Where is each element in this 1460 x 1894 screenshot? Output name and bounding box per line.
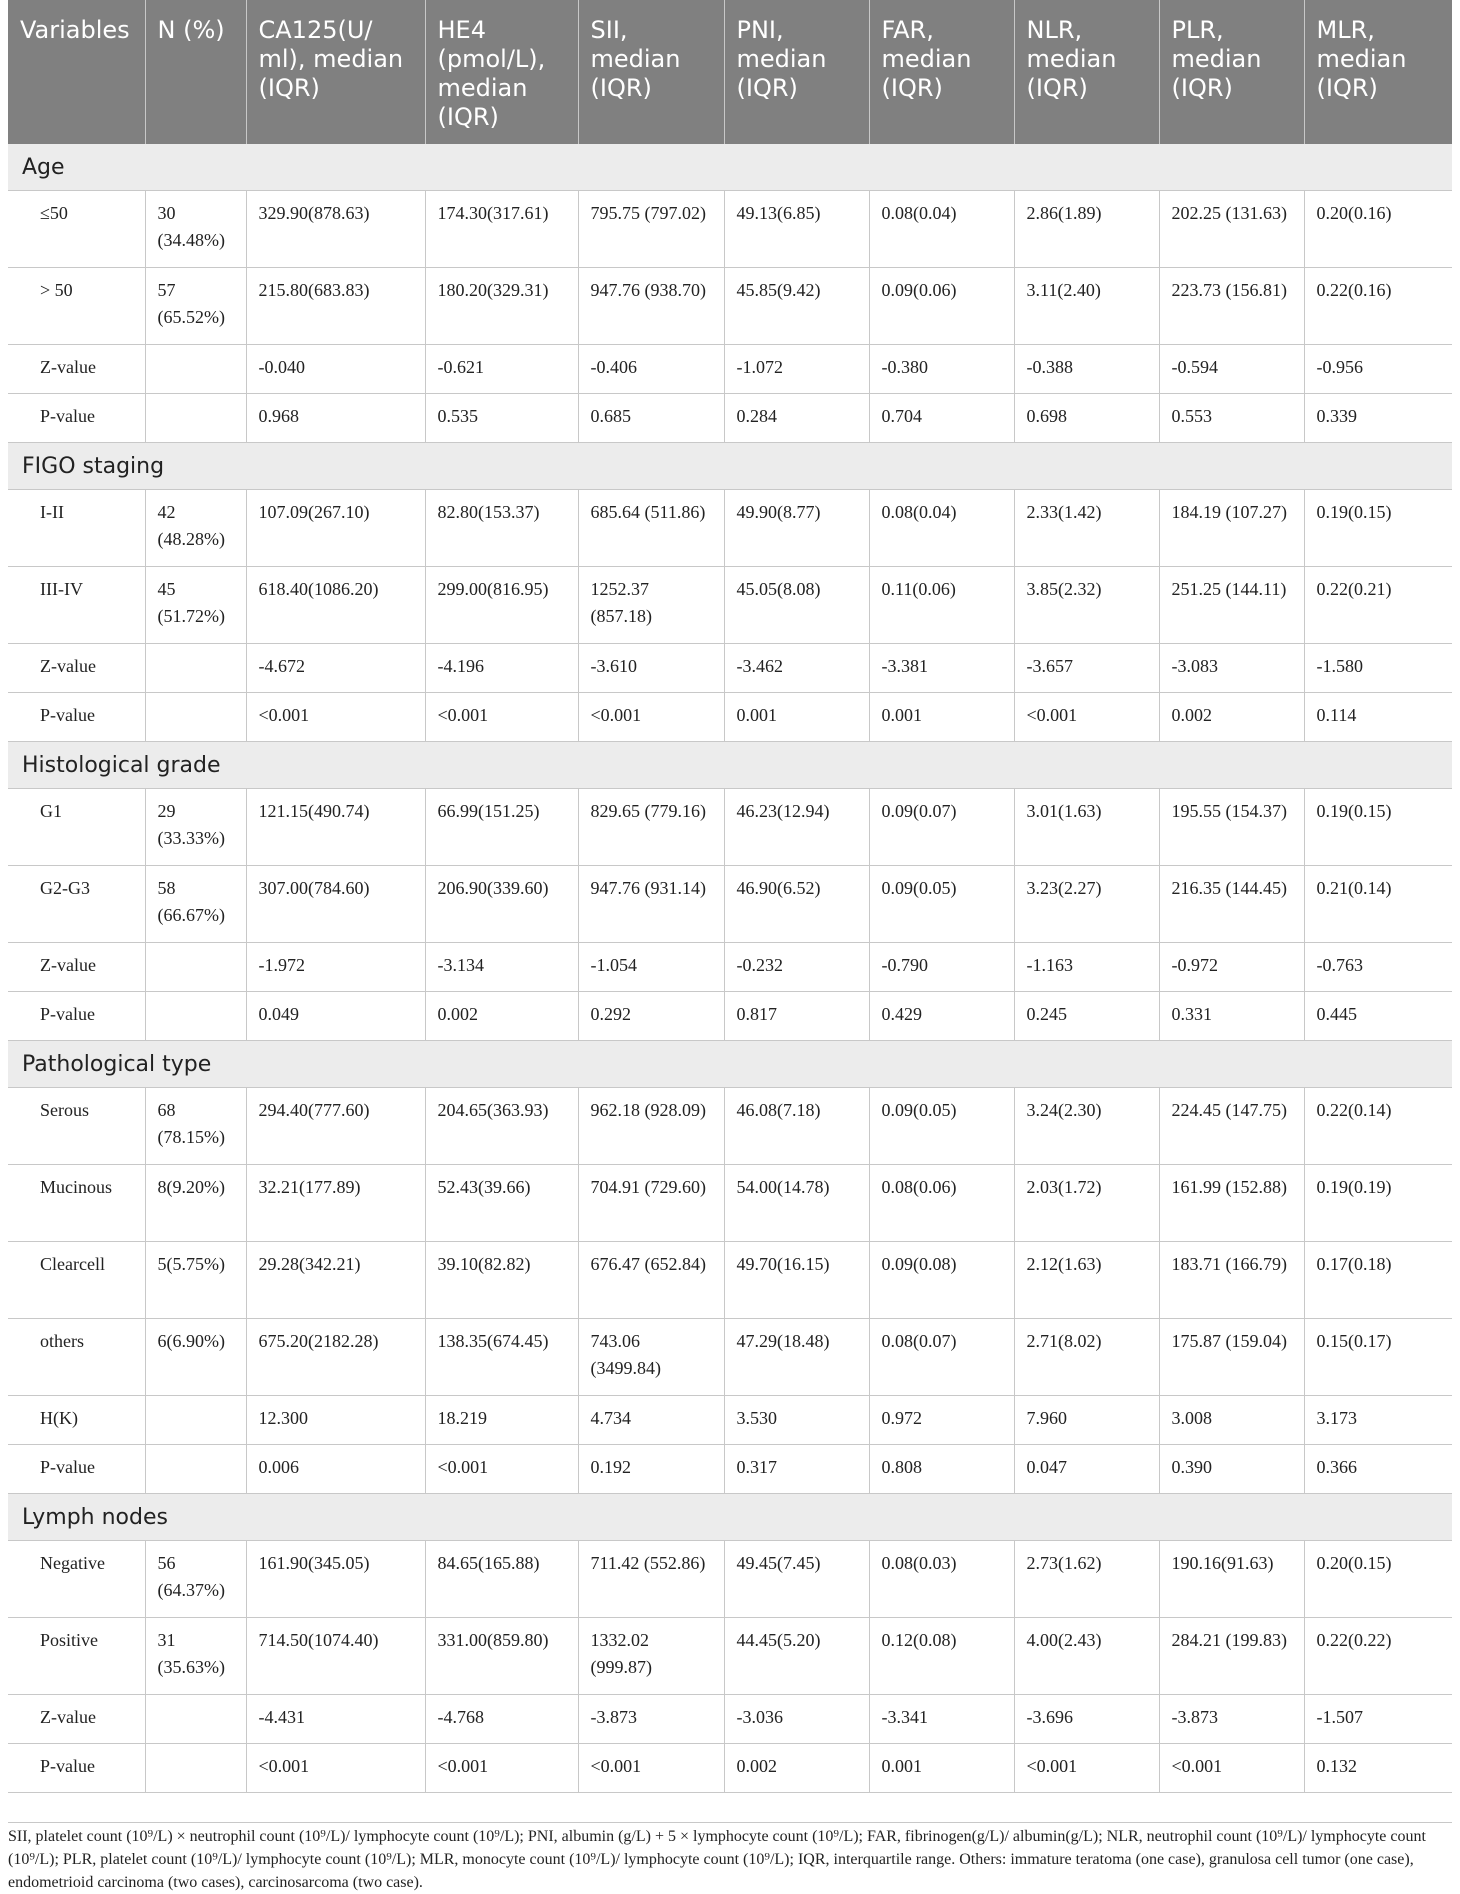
table-cell: 0.049 [246,992,425,1041]
section-title: Age [8,144,1452,191]
table-cell: -0.594 [1159,345,1304,394]
table-cell: 0.445 [1304,992,1452,1041]
table-row [8,1396,1452,1445]
table-cell: 294.40(777.60) [246,1088,425,1165]
table-cell: 0.22(0.21) [1304,567,1452,644]
row-label: Serous [8,1088,145,1165]
table-row [8,866,1452,943]
table-container [8,0,1452,1793]
table-cell: 202.25 (131.63) [1159,191,1304,268]
table-cell: -0.380 [869,345,1014,394]
table-cell: 329.90(878.63) [246,191,425,268]
table-cell: 44.45(5.20) [724,1618,869,1695]
table-cell: 3.85(2.32) [1014,567,1159,644]
table-cell: 49.90(8.77) [724,490,869,567]
table-cell: -3.341 [869,1695,1014,1744]
row-label: Negative [8,1541,145,1618]
table-cell: -0.790 [869,943,1014,992]
table-cell: -3.083 [1159,644,1304,693]
table-cell: -1.054 [578,943,724,992]
table-cell: 0.15(0.17) [1304,1319,1452,1396]
table-cell: 2.03(1.72) [1014,1165,1159,1242]
table-cell: 0.09(0.08) [869,1242,1014,1319]
column-header: PNI, median (IQR) [724,0,869,144]
table-cell: 0.09(0.05) [869,866,1014,943]
table-cell: 0.006 [246,1445,425,1494]
table-cell: 84.65(165.88) [425,1541,578,1618]
section-title: Histological grade [8,742,1452,789]
table-cell: 0.08(0.03) [869,1541,1014,1618]
table-cell: 0.08(0.04) [869,490,1014,567]
table-cell: -3.873 [1159,1695,1304,1744]
section-title: Lymph nodes [8,1494,1452,1541]
table-cell [145,1744,246,1793]
table-cell: -0.972 [1159,943,1304,992]
table-cell: 0.192 [578,1445,724,1494]
table-cell: -3.134 [425,943,578,992]
table-cell: 12.300 [246,1396,425,1445]
table-cell: 215.80(683.83) [246,268,425,345]
table-cell: 0.001 [869,1744,1014,1793]
table-cell: 195.55 (154.37) [1159,789,1304,866]
table-body [8,144,1452,1793]
table-cell: 0.002 [1159,693,1304,742]
table-cell: 31 (35.63%) [145,1618,246,1695]
table-cell: 0.08(0.06) [869,1165,1014,1242]
table-cell: 3.173 [1304,1396,1452,1445]
table-cell: 4.00(2.43) [1014,1618,1159,1695]
table-cell: 947.76 (938.70) [578,268,724,345]
table-cell: -1.072 [724,345,869,394]
row-label: Z-value [8,1695,145,1744]
table-cell: 0.09(0.06) [869,268,1014,345]
row-label: Mucinous [8,1165,145,1242]
row-label: III-IV [8,567,145,644]
table-cell: -3.381 [869,644,1014,693]
row-label: P-value [8,992,145,1041]
table-cell: 0.972 [869,1396,1014,1445]
table-cell: 3.24(2.30) [1014,1088,1159,1165]
table-cell: 2.12(1.63) [1014,1242,1159,1319]
table-cell: 45 (51.72%) [145,567,246,644]
table-cell: <0.001 [578,693,724,742]
table-cell: -3.696 [1014,1695,1159,1744]
table-cell: -3.657 [1014,644,1159,693]
table-cell: 685.64 (511.86) [578,490,724,567]
table-cell: -4.196 [425,644,578,693]
table-cell: 0.09(0.05) [869,1088,1014,1165]
table-cell: -1.972 [246,943,425,992]
table-row [8,567,1452,644]
table-cell: 0.21(0.14) [1304,866,1452,943]
table-cell: 962.18 (928.09) [578,1088,724,1165]
table-cell: 0.08(0.04) [869,191,1014,268]
table-cell: 49.70(16.15) [724,1242,869,1319]
table-cell: 161.90(345.05) [246,1541,425,1618]
row-label: ≤50 [8,191,145,268]
table-row [8,1319,1452,1396]
table-cell: 29 (33.33%) [145,789,246,866]
table-cell: <0.001 [246,693,425,742]
table-cell: 618.40(1086.20) [246,567,425,644]
table-row [8,943,1452,992]
table-cell: 5(5.75%) [145,1242,246,1319]
table-cell: -3.036 [724,1695,869,1744]
table-row [8,1541,1452,1618]
column-header: MLR, median (IQR) [1304,0,1452,144]
table-cell: 0.704 [869,394,1014,443]
table-cell [145,943,246,992]
row-label: I-II [8,490,145,567]
table-cell: 284.21 (199.83) [1159,1618,1304,1695]
table-cell: 0.366 [1304,1445,1452,1494]
column-header: N (%) [145,0,246,144]
table-cell: 3.11(2.40) [1014,268,1159,345]
table-cell: 0.339 [1304,394,1452,443]
table-row [8,394,1452,443]
column-header: PLR, median (IQR) [1159,0,1304,144]
table-row [8,1242,1452,1319]
table-cell: 714.50(1074.40) [246,1618,425,1695]
table-cell: 0.808 [869,1445,1014,1494]
section-row [8,742,1452,789]
table-cell: 0.12(0.08) [869,1618,1014,1695]
table-cell: 676.47 (652.84) [578,1242,724,1319]
table-cell: 3.530 [724,1396,869,1445]
table-cell: 7.960 [1014,1396,1159,1445]
row-label: > 50 [8,268,145,345]
table-row [8,644,1452,693]
section-row [8,1041,1452,1088]
table-cell: 0.20(0.16) [1304,191,1452,268]
table-cell: -4.768 [425,1695,578,1744]
table-cell: 46.90(6.52) [724,866,869,943]
table-cell: 0.284 [724,394,869,443]
row-label: Positive [8,1618,145,1695]
table-cell: 0.19(0.19) [1304,1165,1452,1242]
table-cell: 223.73 (156.81) [1159,268,1304,345]
table-row [8,1165,1452,1242]
table-row [8,1618,1452,1695]
section-title: Pathological type [8,1041,1452,1088]
table-cell: 2.71(8.02) [1014,1319,1159,1396]
table-cell: 224.45 (147.75) [1159,1088,1304,1165]
table-cell: 0.17(0.18) [1304,1242,1452,1319]
table-cell: 30 (34.48%) [145,191,246,268]
table-cell: -0.956 [1304,345,1452,394]
row-label: P-value [8,1445,145,1494]
table-cell: 46.23(12.94) [724,789,869,866]
table-cell: 56 (64.37%) [145,1541,246,1618]
table-cell: 3.008 [1159,1396,1304,1445]
table-cell: 0.22(0.16) [1304,268,1452,345]
table-cell: 54.00(14.78) [724,1165,869,1242]
table-cell: 0.20(0.15) [1304,1541,1452,1618]
table-cell: 32.21(177.89) [246,1165,425,1242]
table-row [8,1695,1452,1744]
table-cell: 704.91 (729.60) [578,1165,724,1242]
table-cell: 0.002 [425,992,578,1041]
table-cell: 46.08(7.18) [724,1088,869,1165]
table-cell: 68 (78.15%) [145,1088,246,1165]
section-row [8,443,1452,490]
table-cell: 299.00(816.95) [425,567,578,644]
table-cell: -3.610 [578,644,724,693]
column-header: SII, median (IQR) [578,0,724,144]
table-cell: 0.132 [1304,1744,1452,1793]
table-cell: -0.406 [578,345,724,394]
table-cell: -0.388 [1014,345,1159,394]
table-cell: 6(6.90%) [145,1319,246,1396]
table-cell: -3.873 [578,1695,724,1744]
table-row [8,191,1452,268]
table-cell: <0.001 [1014,693,1159,742]
table-cell: 0.22(0.14) [1304,1088,1452,1165]
table-cell: 174.30(317.61) [425,191,578,268]
table-cell: 180.20(329.31) [425,268,578,345]
table-cell: 121.15(490.74) [246,789,425,866]
table-cell: 0.002 [724,1744,869,1793]
table-cell: <0.001 [425,693,578,742]
section-title: FIGO staging [8,443,1452,490]
table-row [8,693,1452,742]
header-row [8,0,1452,144]
table-cell [145,1445,246,1494]
table-cell: 0.001 [724,693,869,742]
data-table [8,0,1452,1793]
table-cell: 57 (65.52%) [145,268,246,345]
table-cell: 175.87 (159.04) [1159,1319,1304,1396]
table-cell: -4.431 [246,1695,425,1744]
table-cell: 947.76 (931.14) [578,866,724,943]
table-row [8,1445,1452,1494]
table-cell: 743.06 (3499.84) [578,1319,724,1396]
table-cell: -4.672 [246,644,425,693]
table-cell: 0.19(0.15) [1304,789,1452,866]
row-label: Clearcell [8,1242,145,1319]
column-header: Variables [8,0,145,144]
table-cell: 0.390 [1159,1445,1304,1494]
table-cell: 2.73(1.62) [1014,1541,1159,1618]
row-label: others [8,1319,145,1396]
table-cell: 2.86(1.89) [1014,191,1159,268]
row-label: Z-value [8,345,145,394]
table-cell [145,644,246,693]
table-cell: 107.09(267.10) [246,490,425,567]
section-row [8,144,1452,191]
table-cell [145,345,246,394]
table-cell: 0.245 [1014,992,1159,1041]
table-cell: 216.35 (144.45) [1159,866,1304,943]
table-cell: <0.001 [246,1744,425,1793]
table-cell: 1252.37 (857.18) [578,567,724,644]
table-cell: 0.11(0.06) [869,567,1014,644]
table-row [8,1088,1452,1165]
table-cell: 675.20(2182.28) [246,1319,425,1396]
table-cell [145,992,246,1041]
table-cell: -1.580 [1304,644,1452,693]
table-cell: 0.001 [869,693,1014,742]
table-cell: 82.80(153.37) [425,490,578,567]
table-cell: 29.28(342.21) [246,1242,425,1319]
section-row [8,1494,1452,1541]
table-row [8,490,1452,567]
table-row [8,992,1452,1041]
table-cell: -1.507 [1304,1695,1452,1744]
table-cell: -1.163 [1014,943,1159,992]
table-cell [145,1695,246,1744]
table-cell: 0.317 [724,1445,869,1494]
table-cell: 0.114 [1304,693,1452,742]
row-label: G2-G3 [8,866,145,943]
table-cell: 52.43(39.66) [425,1165,578,1242]
column-header: FAR, median (IQR) [869,0,1014,144]
table-cell: 138.35(674.45) [425,1319,578,1396]
table-cell: <0.001 [425,1744,578,1793]
table-cell: 42 (48.28%) [145,490,246,567]
table-cell: 183.71 (166.79) [1159,1242,1304,1319]
table-cell: 795.75 (797.02) [578,191,724,268]
table-cell: <0.001 [425,1445,578,1494]
table-cell: -0.763 [1304,943,1452,992]
table-cell: 8(9.20%) [145,1165,246,1242]
table-cell: 204.65(363.93) [425,1088,578,1165]
row-label: P-value [8,1744,145,1793]
table-cell [145,1396,246,1445]
table-cell: <0.001 [1159,1744,1304,1793]
table-cell: 0.08(0.07) [869,1319,1014,1396]
table-cell: -0.040 [246,345,425,394]
table-cell: 0.535 [425,394,578,443]
table-cell: 45.05(8.08) [724,567,869,644]
table-cell: 66.99(151.25) [425,789,578,866]
table-cell: 0.19(0.15) [1304,490,1452,567]
table-cell: <0.001 [1014,1744,1159,1793]
table-cell: 161.99 (152.88) [1159,1165,1304,1242]
table-cell: 251.25 (144.11) [1159,567,1304,644]
table-cell: 3.01(1.63) [1014,789,1159,866]
table-cell: 0.698 [1014,394,1159,443]
table-cell: -0.232 [724,943,869,992]
table-cell: 0.968 [246,394,425,443]
table-cell: 0.429 [869,992,1014,1041]
table-cell: 0.292 [578,992,724,1041]
row-label: P-value [8,693,145,742]
table-cell: 3.23(2.27) [1014,866,1159,943]
table-cell: 0.331 [1159,992,1304,1041]
table-cell: 206.90(339.60) [425,866,578,943]
table-cell: -0.621 [425,345,578,394]
table-cell: 829.65 (779.16) [578,789,724,866]
column-header: NLR, median (IQR) [1014,0,1159,144]
table-cell: 307.00(784.60) [246,866,425,943]
table-cell: 184.19 (107.27) [1159,490,1304,567]
table-cell [145,693,246,742]
table-cell: 49.13(6.85) [724,191,869,268]
table-row [8,1744,1452,1793]
table-cell: 49.45(7.45) [724,1541,869,1618]
table-cell: 4.734 [578,1396,724,1445]
table-cell: 18.219 [425,1396,578,1445]
row-label: Z-value [8,644,145,693]
table-cell: 1332.02 (999.87) [578,1618,724,1695]
table-cell: 45.85(9.42) [724,268,869,345]
table-cell: 0.685 [578,394,724,443]
table-cell: 0.22(0.22) [1304,1618,1452,1695]
row-label: H(K) [8,1396,145,1445]
table-cell: 711.42 (552.86) [578,1541,724,1618]
table-cell: <0.001 [578,1744,724,1793]
table-cell: 0.553 [1159,394,1304,443]
table-cell: 39.10(82.82) [425,1242,578,1319]
table-row [8,789,1452,866]
table-cell: 47.29(18.48) [724,1319,869,1396]
table-cell: -3.462 [724,644,869,693]
table-cell: 331.00(859.80) [425,1618,578,1695]
column-header: HE4 (pmol/L), median (IQR) [425,0,578,144]
table-cell: 190.16(91.63) [1159,1541,1304,1618]
table-cell: 2.33(1.42) [1014,490,1159,567]
table-cell [145,394,246,443]
column-header: CA125(U/ ml), median (IQR) [246,0,425,144]
table-row [8,345,1452,394]
table-cell: 0.817 [724,992,869,1041]
table-row [8,268,1452,345]
table-footnote: SII, platelet count (10⁹/L) × neutrophil count (10⁹/L)/ lymphocyte count (10⁹/L); PNI, albumin (g/L) + 5 × lymphocyte count (10⁹/L); FAR, fibrinogen(g/L)/ albumin(g/L); NLR, neutrophil count (10⁹/L)/ lymphocyte count (10⁹/L); PLR, platelet count (10⁹/L)/ lymphocyte count (10⁹/L); MLR, monocyte count (10⁹/L)/ lymphocyte count (10⁹/L); IQR, interquartile range. Others: immature teratoma (one case), granulosa cell tumor (one case), endometrioid carcinoma (two cases), carcinosarcoma (two case). [8,1822,1452,1894]
table-cell: 0.047 [1014,1445,1159,1494]
row-label: Z-value [8,943,145,992]
row-label: G1 [8,789,145,866]
table-cell: 58 (66.67%) [145,866,246,943]
table-cell: 0.09(0.07) [869,789,1014,866]
row-label: P-value [8,394,145,443]
